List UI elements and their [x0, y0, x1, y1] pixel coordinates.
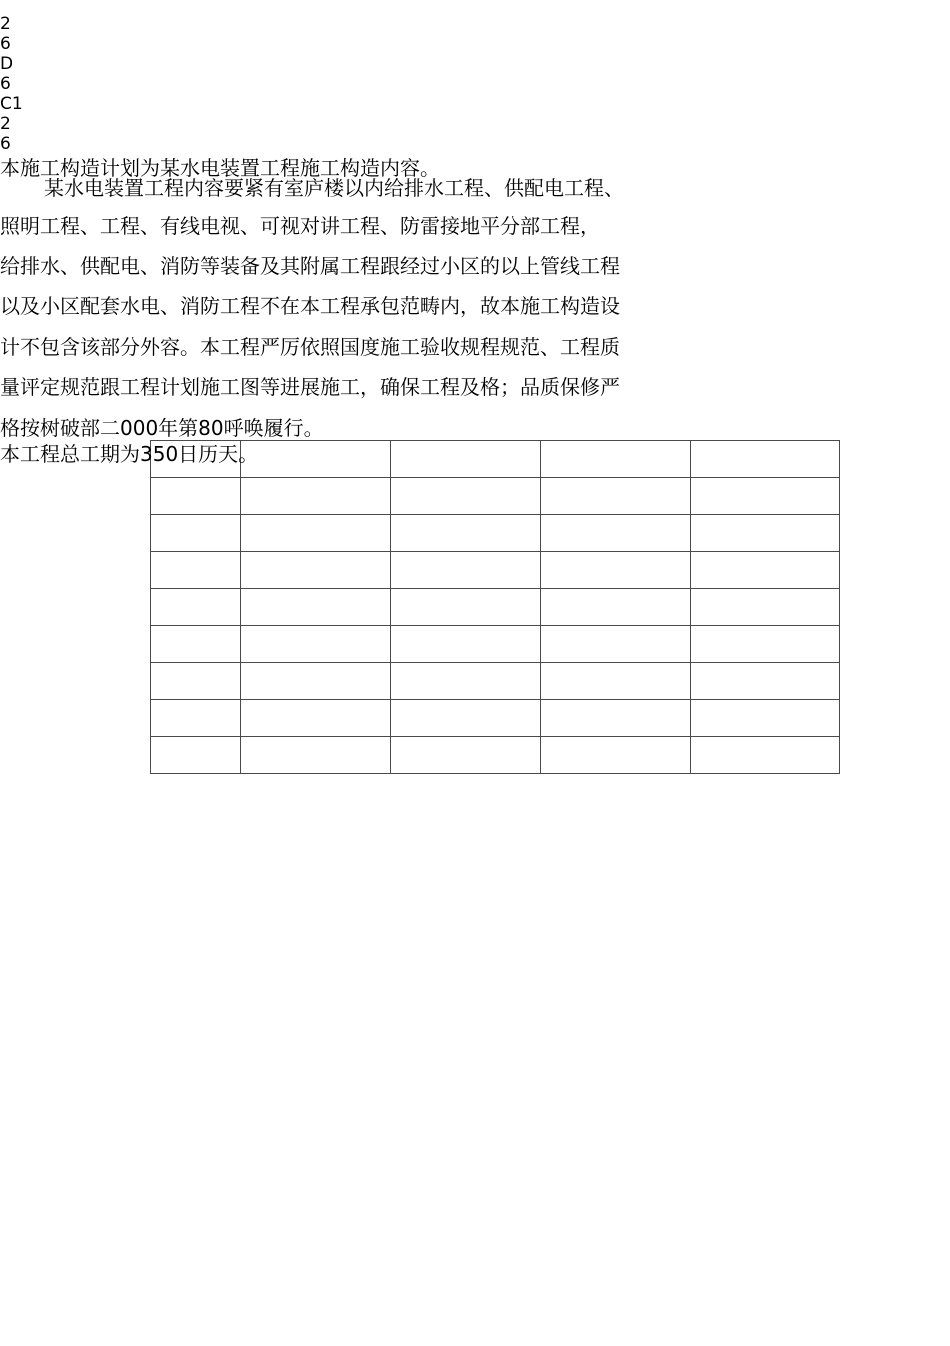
table-cell	[541, 515, 691, 552]
table-cell	[691, 700, 840, 737]
side-code-column	[0, 14, 23, 154]
table-cell	[541, 700, 691, 737]
table-cell	[691, 441, 840, 478]
table-row	[151, 663, 840, 700]
table-cell	[541, 663, 691, 700]
empty-grid-table	[150, 440, 840, 774]
paragraph-line-7: 格按树破部二000年第80呼唤履行。	[0, 416, 324, 440]
table-row	[151, 626, 840, 663]
table-cell	[151, 552, 241, 589]
table-cell	[391, 626, 541, 663]
table-cell	[241, 589, 391, 626]
table-row	[151, 700, 840, 737]
table-cell	[151, 700, 241, 737]
table-cell	[241, 626, 391, 663]
side-code: 6	[0, 74, 11, 94]
table-row	[151, 737, 840, 774]
table-cell	[151, 515, 241, 552]
table-cell	[151, 478, 241, 515]
paragraph-line-1: 某水电装置工程内容要紧有室庐楼以内给排水工程、供配电工程、	[44, 176, 624, 200]
table-cell	[151, 626, 241, 663]
paragraph-line-5: 计不包含该部分外容。本工程严厉依照国度施工验收规程规范、工程质	[0, 335, 620, 359]
side-code: D	[0, 54, 14, 74]
table-cell	[691, 552, 840, 589]
table-cell	[391, 663, 541, 700]
table-cell	[691, 663, 840, 700]
table-cell	[391, 515, 541, 552]
table-cell	[691, 626, 840, 663]
table-cell	[691, 478, 840, 515]
table-row	[151, 589, 840, 626]
table-cell	[541, 552, 691, 589]
table-cell	[541, 441, 691, 478]
side-code: 2	[0, 114, 11, 134]
table-cell	[391, 589, 541, 626]
table-cell	[241, 663, 391, 700]
table-cell	[151, 589, 241, 626]
table-cell	[151, 663, 241, 700]
table-cell	[241, 478, 391, 515]
duration-line: 本工程总工期为350日历天。	[0, 442, 259, 466]
table-cell	[391, 478, 541, 515]
table-row	[151, 478, 840, 515]
table-cell	[541, 626, 691, 663]
side-code: C1	[0, 94, 23, 114]
table-cell	[541, 478, 691, 515]
side-code: 2	[0, 14, 11, 34]
side-code: 6	[0, 134, 11, 154]
table-row	[151, 515, 840, 552]
table-cell	[391, 700, 541, 737]
table-cell	[541, 589, 691, 626]
table-cell	[391, 441, 541, 478]
table-cell	[691, 737, 840, 774]
table-cell	[241, 441, 391, 478]
paragraph-line-3: 给排水、供配电、消防等装备及其附属工程跟经过小区的以上管线工程	[0, 254, 620, 278]
paragraph-line-2: 照明工程、工程、有线电视、可视对讲工程、防雷接地平分部工程，	[0, 214, 600, 238]
side-code: 6	[0, 34, 11, 54]
table-cell	[541, 737, 691, 774]
table-cell	[241, 737, 391, 774]
paragraph-line-6: 量评定规范跟工程计划施工图等进展施工，确保工程及格；品质保修严	[0, 375, 620, 399]
table-cell	[691, 515, 840, 552]
table-cell	[241, 552, 391, 589]
intro-line: 本施工构造计划为某水电装置工程施工构造内容。	[0, 156, 440, 180]
paragraph-line-4: 以及小区配套水电、消防工程不在本工程承包范畴内，故本施工构造设	[0, 294, 620, 318]
table-cell	[151, 737, 241, 774]
table-cell	[391, 737, 541, 774]
table-row	[151, 552, 840, 589]
table-cell	[241, 515, 391, 552]
table-cell	[691, 589, 840, 626]
table-cell	[241, 700, 391, 737]
table-cell	[391, 552, 541, 589]
table-body	[151, 441, 840, 774]
